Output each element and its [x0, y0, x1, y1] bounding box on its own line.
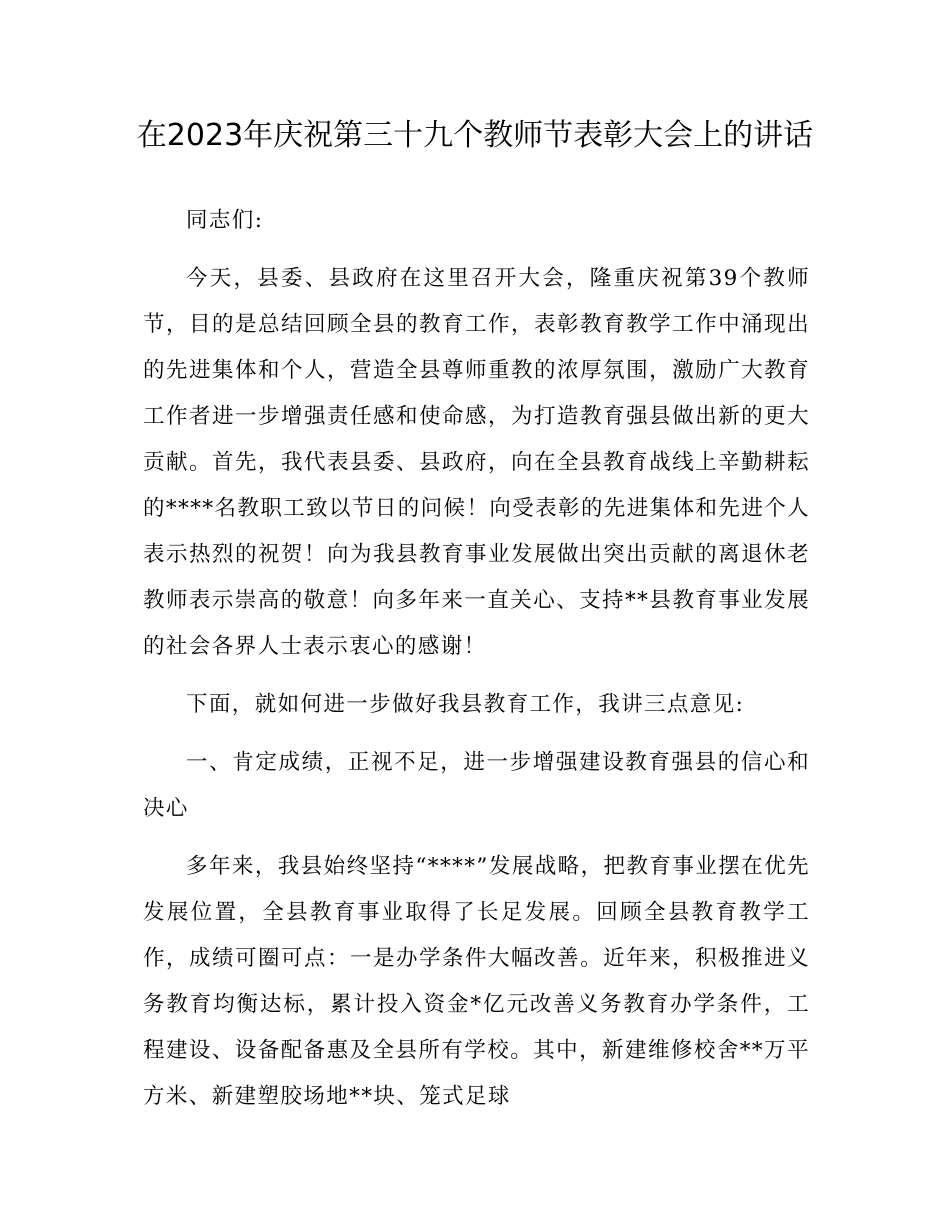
intro-paragraph: 下面，就如何进一步做好我县教育工作，我讲三点意见:	[186, 692, 745, 717]
greeting-paragraph: 同志们:	[186, 208, 264, 233]
document-body	[143, 198, 810, 1132]
section-heading: 一、肯定成绩，正视不足，进一步增强建设教育强县的信心和决心	[143, 750, 810, 821]
document-title: 在2023年庆祝第三十九个教师节表彰大会上的讲话	[136, 118, 814, 153]
achievements-paragraph: 多年来，我县始终坚持“****”发展战略，把教育事业摆在优先发展位置，全县教育事业取得了长足发展。回顾全县教育教学工作，成绩可圈可点：一是办学条件大幅改善。近年来，积极推进义务教育均衡达标，累计投入资金*亿元改善义务教育办学条件，工程建设、设备配备惠及全县所有学校。其中，新建维修校舍**万平方米、新建塑胶场地**块、笼式足球	[143, 854, 810, 1109]
opening-paragraph: 今天，县委、县政府在这里召开大会，隆重庆祝第39个教师节，目的是总结回顾全县的教育工作，表彰教育教学工作中涌现出的先进集体和个人，营造全县尊师重教的浓厚氛围，激励广大教育工作者进一步增强责任感和使命感，为打造教育强县做出新的更大贡献。首先，我代表县委、县政府，向在全县教育战线上辛勤耕耘的****名教职工致以节日的问候！向受表彰的先进集体和先进个人表示热烈的祝贺！向为我县教育事业发展做出突出贡献的离退休老教师表示崇高的敬意！向多年来一直关心、支持**县教育事业发展的社会各界人士表示衷心的感谢！	[143, 266, 810, 659]
